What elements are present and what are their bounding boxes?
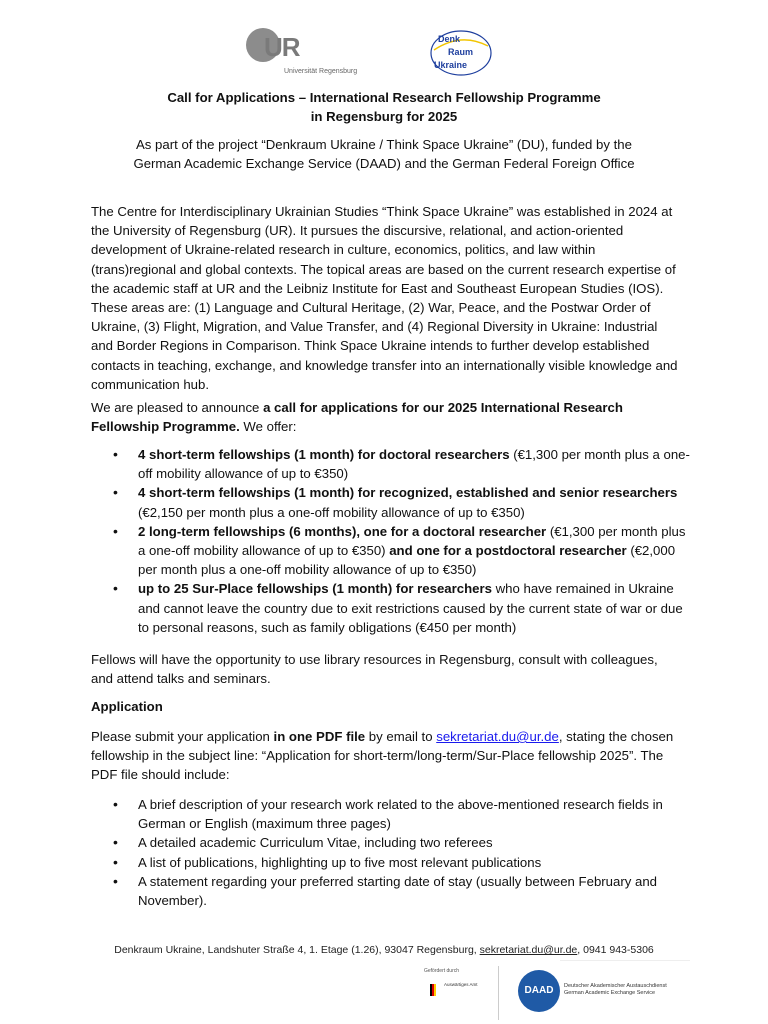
- ur-logo-letters: UR: [264, 32, 300, 62]
- daad-caption-line-2: German Academic Exchange Service: [564, 990, 656, 996]
- offer-bold: up to 25 Sur-Place fellowships (1 month) for researchers: [138, 581, 492, 597]
- application-pre: Please submit your application: [91, 729, 274, 744]
- flag-stripe-gold: [434, 984, 436, 996]
- dru-logo-word-1: Denk: [438, 34, 461, 44]
- daad-logo: DAAD: [518, 970, 560, 1012]
- subtitle-line-2: German Academic Exchange Service (DAAD) and the German Federal Foreign Office: [133, 156, 635, 171]
- application-requirements-list: [91, 795, 691, 910]
- subtitle: [60, 135, 708, 173]
- offer-text-2: (€2,000 per month plus a one-off mobility allowance of up to €350): [138, 543, 676, 578]
- offer-text: who have remained in Ukraine and cannot leave the country due to exit restrictions caused by the current state of war or due to personal reasons, such as family obligations (€450 per month): [138, 581, 683, 635]
- subtitle-line-1: As part of the project “Denkraum Ukraine / Think Space Ukraine” (DU), funded by the: [136, 137, 632, 152]
- ur-logo-caption: Universität Regensburg: [284, 68, 358, 75]
- application-email-link[interactable]: sekretariat.du@ur.de: [436, 729, 559, 744]
- university-regensburg-logo: [246, 28, 358, 80]
- announcement-post: We offer:: [239, 419, 297, 435]
- foreign-office-logo: [424, 978, 484, 1018]
- daad-caption-line-1: Deutscher Akademischer Austauschdienst: [564, 983, 667, 989]
- offer-text: (€1,300 per month plus a one-off mobility allowance of up to €350): [138, 447, 690, 482]
- footer-divider: [560, 960, 690, 961]
- application-paragraph: [91, 727, 681, 785]
- application-heading: Application: [91, 699, 163, 714]
- requirement-item: • A statement regarding your preferred starting date of stay (usually between February and November).: [91, 872, 691, 910]
- denkraum-ukraine-logo: [428, 28, 494, 78]
- announcement-bold: a call for applications for our 2025 International Research Fellowship Programme.: [91, 400, 623, 435]
- funded-by-label: Gefördert durch: [424, 968, 460, 974]
- offer-item: [91, 445, 691, 483]
- offer-bold: 4 short-term fellowships (1 month) for recognized, established and senior researchers: [138, 485, 678, 501]
- intro-paragraph: The Centre for Interdisciplinary Ukrainian Studies “Think Space Ukraine” was established in 2024 at the University of Regensburg (UR). It pursues the discursive, relational, and action-oriented development of Ukraine-related research in culture, economics, politics, and law within (trans)regional and global contexts. The topical areas are based on the current research expertise of the academic staff at UR and the Leibniz Institute for East and Southeast European Studies (IOS). These areas are: (1) Language and Cultural Heritage, (2) War, Peace, and the Postwar Order of Ukraine, (3) Flight, Migration, and Value Transfer, and (4) Regional Diversity in Ukraine: Industrial and Border Regions in Comparison. Think Space Ukraine intends to further develop established contacts in teaching, exchange, and knowledge transfer into an internationally visible knowledge and communication hub.: [91, 204, 678, 392]
- announcement-pre: We are pleased to announce: [91, 400, 264, 415]
- foreign-office-text: Auswärtiges Amt: [444, 982, 478, 987]
- offer-bold-2: and one for a postdoctoral researcher: [389, 543, 627, 559]
- footer-address-text: Denkraum Ukraine, Landshuter Straße 4, 1. Etage (1.26), 93047 Regensburg,: [114, 944, 480, 956]
- dru-logo-word-3: Ukraine: [434, 60, 468, 70]
- footer-phone: , 0941 943-5306: [577, 944, 654, 956]
- logo-divider: [498, 966, 499, 1020]
- dru-logo-word-2: Raum: [448, 47, 474, 57]
- offer-item: [91, 483, 691, 521]
- offers-list: [91, 445, 691, 637]
- announcement-paragraph: [91, 398, 681, 436]
- requirement-item: • A detailed academic Curriculum Vitae, including two referees: [91, 833, 691, 852]
- requirement-item: • A list of publications, highlighting up to five most relevant publications: [91, 853, 691, 872]
- title-line-2: in Regensburg for 2025: [310, 109, 458, 124]
- fellows-paragraph: Fellows will have the opportunity to use library resources in Regensburg, consult with colleagues, and attend talks and seminars.: [91, 652, 658, 687]
- application-bold: in one PDF file: [273, 729, 366, 744]
- daad-caption: [564, 983, 667, 997]
- offer-text: (€2,150 per month plus a one-off mobility allowance of up to €350): [138, 504, 525, 520]
- footer-address: [0, 944, 768, 956]
- footer-email-link[interactable]: sekretariat.du@ur.de: [479, 944, 578, 956]
- offer-item: [91, 579, 691, 637]
- application-mid: by email to: [365, 729, 437, 744]
- offer-bold: 4 short-term fellowships (1 month) for doctoral researchers: [138, 447, 510, 462]
- title-line-1: Call for Applications – International Research Fellowship Programme: [167, 90, 601, 105]
- page-title: [0, 88, 768, 126]
- offer-bold: 2 long-term fellowships (6 months), one for a doctoral researcher: [138, 523, 547, 539]
- offer-text: (€1,300 per month plus a one-off mobility allowance of up to €350): [138, 523, 686, 559]
- offer-item: [91, 522, 691, 580]
- application-post: , stating the chosen fellowship in the subject line: “Application for short-term/long-term/Sur-Place fellowship 2025”. The PDF file should include:: [91, 729, 674, 783]
- requirement-item: • A brief description of your research work related to the above-mentioned research fields in German or English (maximum three pages): [91, 795, 691, 833]
